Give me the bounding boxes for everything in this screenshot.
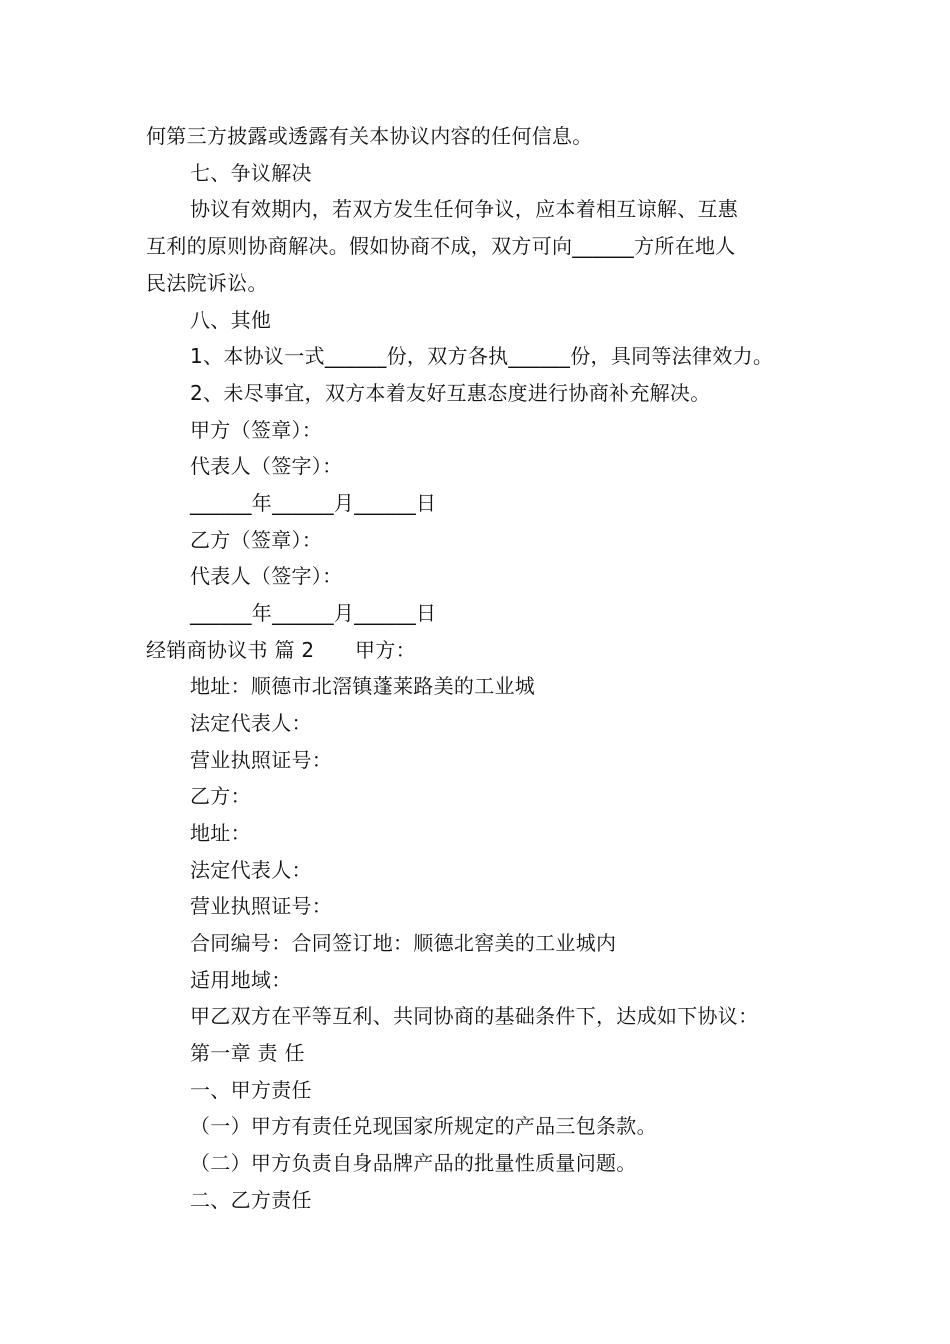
paragraph-line: 适用地域：	[190, 968, 292, 992]
paragraph-line: 法定代表人：	[190, 858, 312, 882]
paragraph-line: 营业执照证号：	[190, 748, 333, 772]
signature-line: 甲方（签章）：	[190, 418, 323, 442]
paragraph-line: 互利的原则协商解决。假如协商不成，双方可向______方所在地人	[146, 234, 736, 258]
paragraph-line: 地址：顺德市北滘镇蓬莱路美的工业城	[190, 674, 536, 698]
section-heading: 八、其他	[190, 308, 272, 332]
paragraph-line: （二）甲方负责自身品牌产品的批量性质量问题。	[190, 1151, 637, 1175]
signature-line: 代表人（签字）：	[190, 564, 343, 588]
date-line: ______年______月______日	[190, 491, 437, 515]
date-line: ______年______月______日	[190, 601, 437, 625]
paragraph-line: 合同编号：合同签订地：顺德北窖美的工业城内	[190, 931, 617, 955]
document-section-title: 经销商协议书 篇 2 甲方：	[146, 638, 416, 662]
section-heading: 七、争议解决	[190, 161, 312, 185]
paragraph-line: 地址：	[190, 821, 251, 845]
paragraph-line: 2、未尽事宜，双方本着友好互惠态度进行协商补充解决。	[190, 381, 711, 405]
signature-line: 代表人（签字）：	[190, 454, 343, 478]
chapter-heading: 第一章 责 任	[190, 1041, 305, 1065]
paragraph-line: 营业执照证号：	[190, 894, 333, 918]
paragraph-line: 甲乙双方在平等互利、共同协商的基础条件下，达成如下协议：	[190, 1004, 759, 1028]
paragraph-line: 何第三方披露或透露有关本协议内容的任何信息。	[146, 124, 593, 148]
signature-line: 乙方（签章）：	[190, 528, 323, 552]
paragraph-line: 协议有效期内，若双方发生任何争议，应本着相互谅解、互惠	[190, 197, 739, 221]
section-heading: 二、乙方责任	[190, 1188, 312, 1212]
section-heading: 一、甲方责任	[190, 1078, 312, 1102]
paragraph-line: （一）甲方有责任兑现国家所规定的产品三包条款。	[190, 1114, 657, 1138]
paragraph-line: 1、本协议一式______份，双方各执______份，具同等法律效力。	[190, 344, 774, 368]
paragraph-line: 民法院诉讼。	[146, 271, 268, 295]
paragraph-line: 法定代表人：	[190, 711, 312, 735]
paragraph-line: 乙方：	[190, 784, 251, 808]
